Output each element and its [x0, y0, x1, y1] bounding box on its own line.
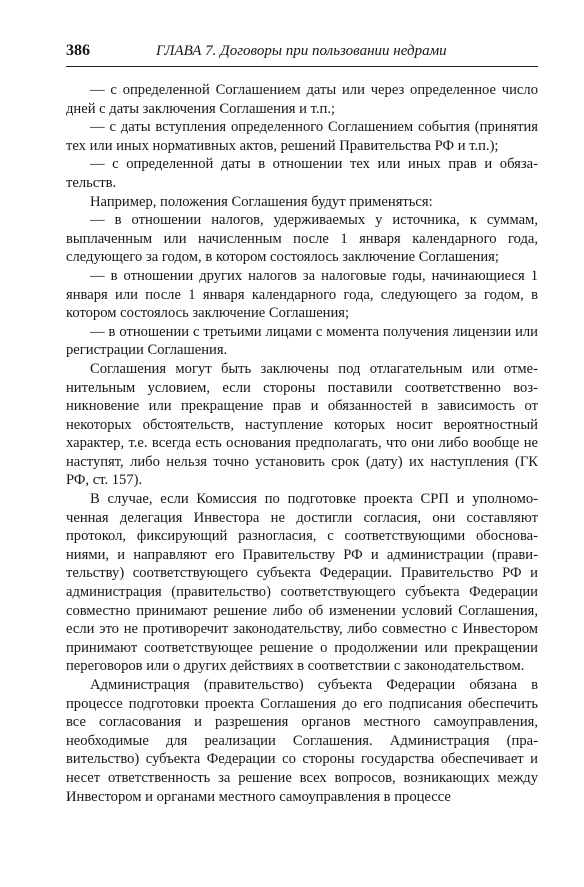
paragraph: — в отношении с третьими лицами с момента получения лицензии или регистрации Соглашения.: [66, 323, 538, 359]
paragraph: — с даты вступления определенного Соглашением события (принятия тех или иных нормативных актов, решений Правительства РФ и т.п.);: [66, 119, 538, 154]
paragraph: — с определенной Соглашением даты или через определенное число дней с даты заключения Соглашения и т.п.;: [66, 82, 538, 117]
header-rule: [66, 66, 538, 67]
running-header: [66, 42, 538, 66]
page-number: 386: [66, 42, 90, 59]
paragraph: — в отношении других налогов за налоговые годы, начинающиеся 1 января или после 1 января календарного года, следующего за годом, в котором состоялось заключение Соглашения;: [66, 267, 538, 322]
paragraph: Администрация (правительство) субъекта Федерации обязана в процессе подготовки проекта Соглашения до его подписания обеспечить все согласования и разрешения органов местного самоуправления, необходимые для реализации Соглашения. Администрация (правительство) субъекта Федерации со стороны государства обеспечивает и несет ответственность за решение всех вопросов, возникающих между Инвестором и органами местного самоуправления в процессе: [66, 677, 538, 805]
chapter-title: ГЛАВА 7. Договоры при пользовании недрами: [156, 43, 447, 59]
paragraph: — с определенной даты в отношении тех или иных прав и обязательств.: [66, 156, 538, 191]
paragraph: В случае, если Комиссия по подготовке проекта СРП и уполномоченная делегация Инвестора не достигли согласия, они составляют протокол, фиксирующий разногласия, с соответствующими обоснованиями, и направляют его Правительству РФ и администрации (правительству) соответствующего субъекта Федерации. Правительство РФ и администрация (правительство) соответствующего субъекта Федерации совместно принимают решение либо об изменении условий Соглашения, если это не противоречит законодательству, либо совместно с Инвестором принимают соответствующее решение о продолжении или прекращении переговоров или о других действиях в соответствии с законодательством.: [66, 491, 538, 675]
paragraph: Например, положения Соглашения будут применяться:: [90, 193, 433, 210]
paragraph: — в отношении налогов, удерживаемых у источника, к суммам, выплаченным или начисленным после 1 января календарного года, следующего за годом, в котором состоялось заключение Соглашения;: [66, 212, 538, 266]
paragraph: Соглашения могут быть заключены под отлагательным или отменительным условием, если стороны поставили соответственно возникновение или прекращение прав и обязанностей в зависимость от некоторых обстоятельств, наступление которых носит вероятностный характер, т.е. всегда есть основания предполагать, что они либо вообще не наступят, либо нельзя точно установить срок (дату) их наступления (ГК РФ, ст. 157).: [66, 360, 538, 489]
body-text: [66, 81, 538, 806]
